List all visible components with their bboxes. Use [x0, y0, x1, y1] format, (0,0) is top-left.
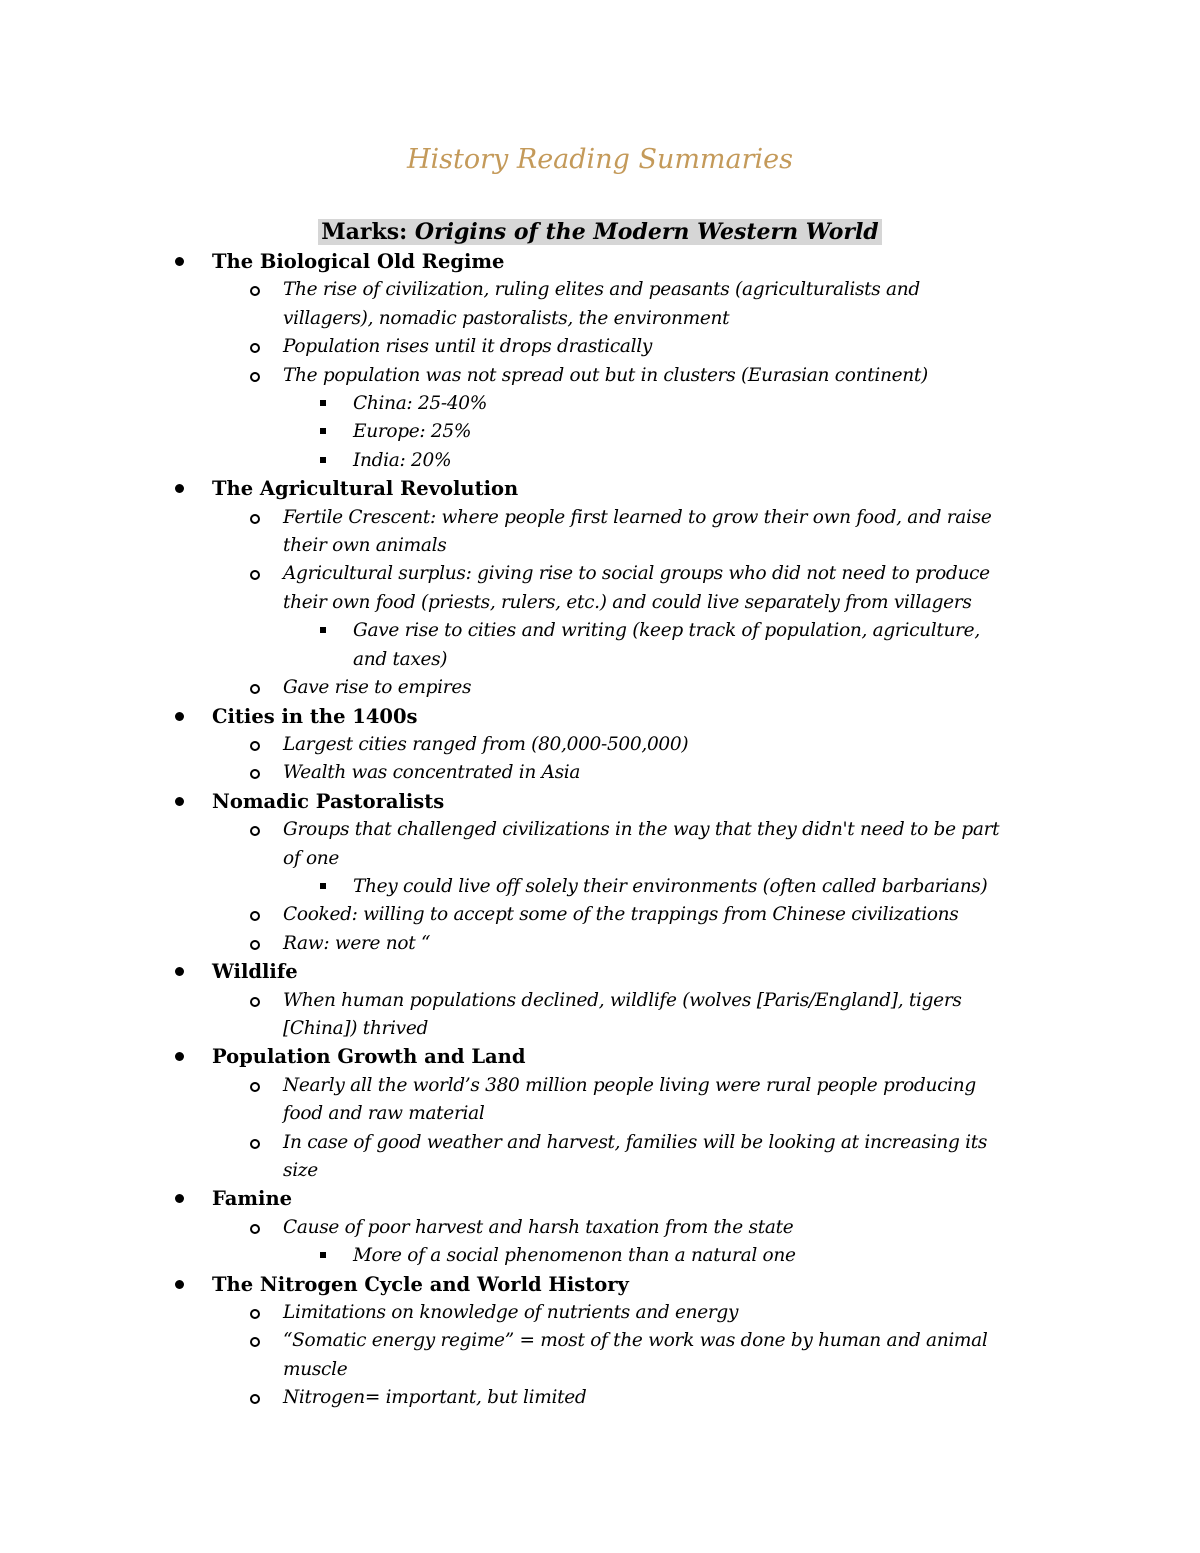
outline-item-text: Groups that challenged civilizations in the way that they didn't need to be part [283, 819, 1000, 841]
outline-item-level-1 [0, 788, 1200, 816]
hollow-circle-bullet-icon [250, 372, 260, 382]
outline-item-text: Population rises until it drops drastically [283, 336, 652, 358]
outline-item-level-2 [0, 1384, 1200, 1412]
outline-item-level-2 [0, 504, 1200, 532]
outline-item-text: and taxes) [353, 648, 448, 670]
outline-item-text: The Agricultural Revolution [212, 477, 519, 501]
outline-item-level-2 [0, 1072, 1200, 1100]
hollow-circle-bullet-icon [250, 570, 260, 580]
filled-circle-bullet-icon [175, 797, 184, 806]
outline-item-continuation [0, 305, 1200, 333]
outline-item-text: Cities in the 1400s [212, 704, 418, 728]
outline-list [0, 248, 1200, 1413]
document-title: History Reading Summaries [406, 144, 794, 175]
outline-item-text: The Nitrogen Cycle and World History [212, 1272, 629, 1296]
outline-item-text: muscle [283, 1358, 348, 1380]
outline-item-level-3 [0, 447, 1200, 475]
outline-item-level-1 [0, 248, 1200, 276]
filled-circle-bullet-icon [175, 1194, 184, 1203]
outline-item-text: Largest cities ranged from (80,000-500,000) [283, 733, 689, 755]
outline-item-level-2 [0, 930, 1200, 958]
outline-item-text: Raw: were not “ [283, 932, 431, 954]
outline-item-text: India: 20% [353, 449, 452, 471]
hollow-circle-bullet-icon [250, 286, 260, 296]
outline-item-continuation [0, 1157, 1200, 1185]
section-heading [0, 216, 1200, 250]
outline-item-level-1 [0, 958, 1200, 986]
outline-item-text: food and raw material [283, 1103, 485, 1125]
filled-circle-bullet-icon [175, 967, 184, 976]
hollow-circle-bullet-icon [250, 1139, 260, 1149]
outline-item-level-3 [0, 418, 1200, 446]
outline-item-text: Limitations on knowledge of nutrients and energy [283, 1302, 739, 1324]
outline-item-text: their own animals [283, 535, 447, 557]
hollow-circle-bullet-icon [250, 769, 260, 779]
outline-item-text: Fertile Crescent: where people first learned to grow their own food, and raise [283, 506, 992, 528]
outline-item-level-3 [0, 873, 1200, 901]
outline-item-level-2 [0, 362, 1200, 390]
square-bullet-icon [320, 400, 326, 406]
hollow-circle-bullet-icon [250, 997, 260, 1007]
hollow-circle-bullet-icon [250, 1337, 260, 1347]
outline-item-text: The rise of civilization, ruling elites and peasants (agriculturalists and [283, 279, 920, 301]
outline-item-level-2 [0, 901, 1200, 929]
square-bullet-icon [320, 457, 326, 463]
outline-item-continuation [0, 589, 1200, 617]
hollow-circle-bullet-icon [250, 911, 260, 921]
outline-item-text: Wealth was concentrated in Asia [283, 762, 581, 784]
outline-item-text: “Somatic energy regime” = most of the work was done by human and animal [283, 1330, 988, 1352]
outline-item-level-3 [0, 617, 1200, 645]
hollow-circle-bullet-icon [250, 1309, 260, 1319]
outline-item-level-2 [0, 560, 1200, 588]
outline-item-level-1 [0, 1271, 1200, 1299]
square-bullet-icon [320, 627, 326, 633]
hollow-circle-bullet-icon [250, 343, 260, 353]
outline-item-text: The Biological Old Regime [212, 250, 505, 273]
square-bullet-icon [320, 1252, 326, 1258]
outline-item-level-2 [0, 333, 1200, 361]
outline-item-level-1 [0, 1185, 1200, 1213]
outline-item-text: [China]) thrived [283, 1017, 429, 1039]
outline-item-level-2 [0, 276, 1200, 304]
outline-item-text: Population Growth and Land [212, 1045, 526, 1069]
outline-item-level-1 [0, 1043, 1200, 1071]
hollow-circle-bullet-icon [250, 1224, 260, 1234]
outline-item-text: In case of good weather and harvest, families will be looking at increasing its [283, 1131, 988, 1153]
section-author: Marks: [321, 219, 408, 245]
outline-item-level-2 [0, 1327, 1200, 1355]
outline-item-level-3 [0, 390, 1200, 418]
outline-item-level-2 [0, 759, 1200, 787]
section-heading-highlight [318, 219, 881, 245]
filled-circle-bullet-icon [175, 712, 184, 721]
outline-item-level-2 [0, 1299, 1200, 1327]
outline-item-continuation [0, 1356, 1200, 1384]
outline-item-text: Nomadic Pastoralists [212, 789, 445, 813]
outline-item-text: Cause of poor harvest and harsh taxation from the state [283, 1216, 794, 1238]
outline-item-level-1 [0, 475, 1200, 503]
outline-item-continuation [0, 646, 1200, 674]
outline-item-text: size [283, 1160, 318, 1181]
square-bullet-icon [320, 428, 326, 434]
hollow-circle-bullet-icon [250, 940, 260, 950]
outline-item-continuation [0, 845, 1200, 873]
hollow-circle-bullet-icon [250, 514, 260, 524]
hollow-circle-bullet-icon [250, 741, 260, 751]
outline-item-level-1 [0, 703, 1200, 731]
hollow-circle-bullet-icon [250, 1394, 260, 1404]
outline-item-continuation [0, 1100, 1200, 1128]
outline-item-text: Europe: 25% [353, 421, 472, 443]
outline-item-text: The population was not spread out but in clusters (Eurasian continent) [283, 364, 928, 386]
outline-item-level-2 [0, 987, 1200, 1015]
outline-item-text: Wildlife [212, 960, 298, 984]
outline-item-text: Famine [212, 1187, 293, 1211]
filled-circle-bullet-icon [175, 1280, 184, 1289]
outline-item-text: They could live off solely their environments (often called barbarians) [353, 875, 988, 897]
outline-item-text: of one [283, 847, 340, 869]
outline-item-level-2 [0, 1214, 1200, 1242]
outline-item-text: Nearly all the world’s 380 million people living were rural people producing [283, 1074, 976, 1096]
outline-item-text: Gave rise to empires [283, 677, 472, 699]
section-work-title: Origins of the Modern Western World [414, 219, 879, 245]
outline-item-text: When human populations declined, wildlife (wolves [Paris/England], tigers [283, 989, 962, 1011]
outline-item-text: Nitrogen= important, but limited [283, 1387, 587, 1409]
filled-circle-bullet-icon [175, 1052, 184, 1061]
outline-item-continuation [0, 1015, 1200, 1043]
outline-item-text: China: 25-40% [353, 393, 488, 415]
outline-item-level-3 [0, 1242, 1200, 1270]
hollow-circle-bullet-icon [250, 1082, 260, 1092]
outline-item-text: villagers), nomadic pastoralists, the environment [283, 307, 730, 329]
hollow-circle-bullet-icon [250, 684, 260, 694]
filled-circle-bullet-icon [175, 484, 184, 493]
outline-item-level-2 [0, 816, 1200, 844]
outline-item-text: More of a social phenomenon than a natural one [353, 1245, 796, 1267]
outline-item-level-2 [0, 731, 1200, 759]
outline-item-continuation [0, 532, 1200, 560]
outline-item-text: their own food (priests, rulers, etc.) and could live separately from villagers [283, 591, 972, 613]
square-bullet-icon [320, 883, 326, 889]
hollow-circle-bullet-icon [250, 826, 260, 836]
outline-item-level-2 [0, 1129, 1200, 1157]
filled-circle-bullet-icon [175, 257, 184, 266]
outline-item-text: Gave rise to cities and writing (keep track of population, agriculture, [353, 620, 980, 642]
outline-item-text: Cooked: willing to accept some of the trappings from Chinese civilizations [283, 904, 959, 926]
outline-item-level-2 [0, 674, 1200, 702]
outline-item-text: Agricultural surplus: giving rise to social groups who did not need to produce [283, 563, 990, 585]
